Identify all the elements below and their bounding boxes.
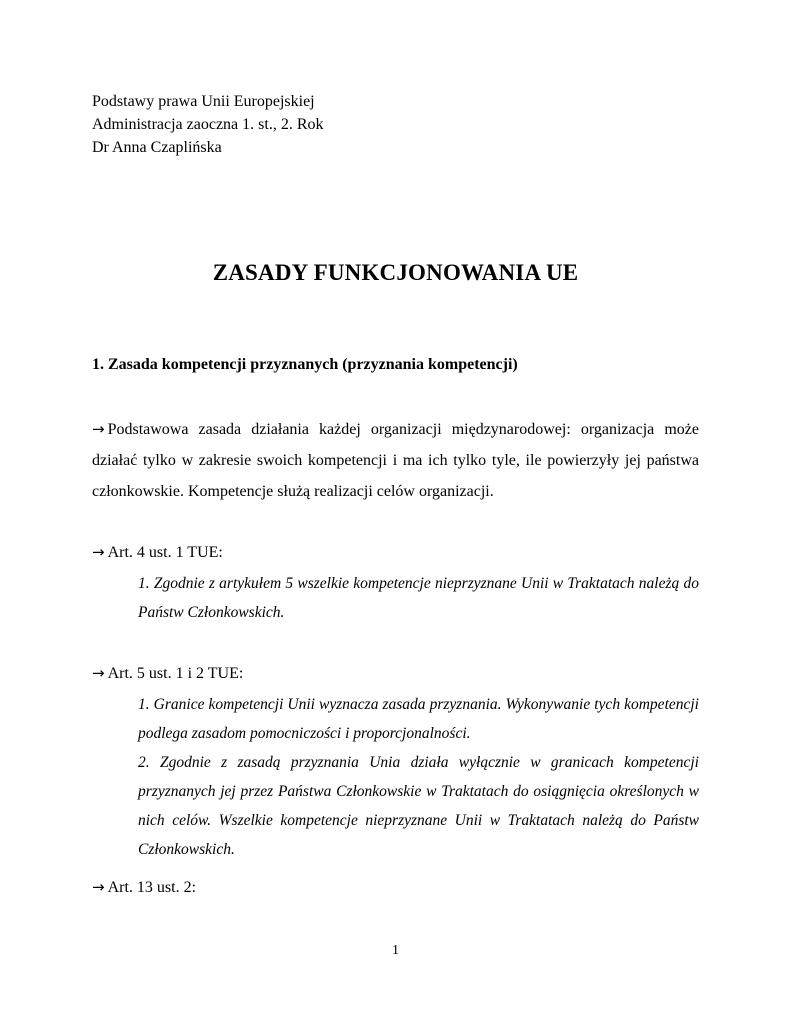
intro-paragraph bbox=[92, 414, 699, 507]
article-quote-art5 bbox=[138, 690, 699, 864]
quote-paragraph: 2. Zgodnie z zasadą przyznania Unia działa wyłącznie w granicach kompetencji przyznanych jej przez Państwa Członkowskie w Traktatach do osiągnięcia określonych w nich celów. Wszelkie kompetencje nieprzyznane Unii w Traktatach należą do Państw Członkowskich. bbox=[138, 754, 699, 858]
quote-paragraph: 1. Granice kompetencji Unii wyznacza zasada przyznania. Wykonywanie tych kompetencji podlega zasadom pomocniczości i proporcjonalności. bbox=[138, 696, 699, 742]
article-label-art5: → Art. 5 ust. 1 i 2 TUE: bbox=[92, 664, 244, 682]
article-quote-art4 bbox=[138, 569, 699, 627]
course-name: Podstawy prawa Unii Europejskiej bbox=[92, 93, 315, 110]
lecturer-name: Dr Anna Czaplińska bbox=[92, 139, 222, 156]
document-title: ZASADY FUNKCJONOWANIA UE bbox=[212, 260, 579, 285]
arrow-right-icon: → bbox=[92, 878, 105, 896]
arrow-right-icon: → bbox=[92, 664, 105, 682]
intro-text: Podstawowa zasada działania każdej organizacji międzynarodowej: organizacja może działać tylko w zakresie swoich kompetencji i ma ich tylko tyle, ile powierzyły jej państwa członkowskie. Kompetencje służą realizacji celów organizacji. bbox=[92, 421, 699, 500]
article-label-art4: → Art. 4 ust. 1 TUE: bbox=[92, 543, 223, 561]
section-heading: 1. Zasada kompetencji przyznanych (przyznania kompetencji) bbox=[92, 356, 518, 373]
arrow-right-icon: → bbox=[92, 543, 105, 561]
page-number: 1 bbox=[392, 943, 399, 958]
quote-paragraph: 1. Zgodnie z artykułem 5 wszelkie kompetencje nieprzyznane Unii w Traktatach należą do Państw Członkowskich. bbox=[138, 575, 699, 621]
arrow-right-icon: → bbox=[92, 420, 105, 438]
program-name: Administracja zaoczna 1. st., 2. Rok bbox=[92, 116, 324, 133]
article-label-art13: → Art. 13 ust. 2: bbox=[92, 878, 197, 896]
document-header bbox=[92, 90, 324, 159]
